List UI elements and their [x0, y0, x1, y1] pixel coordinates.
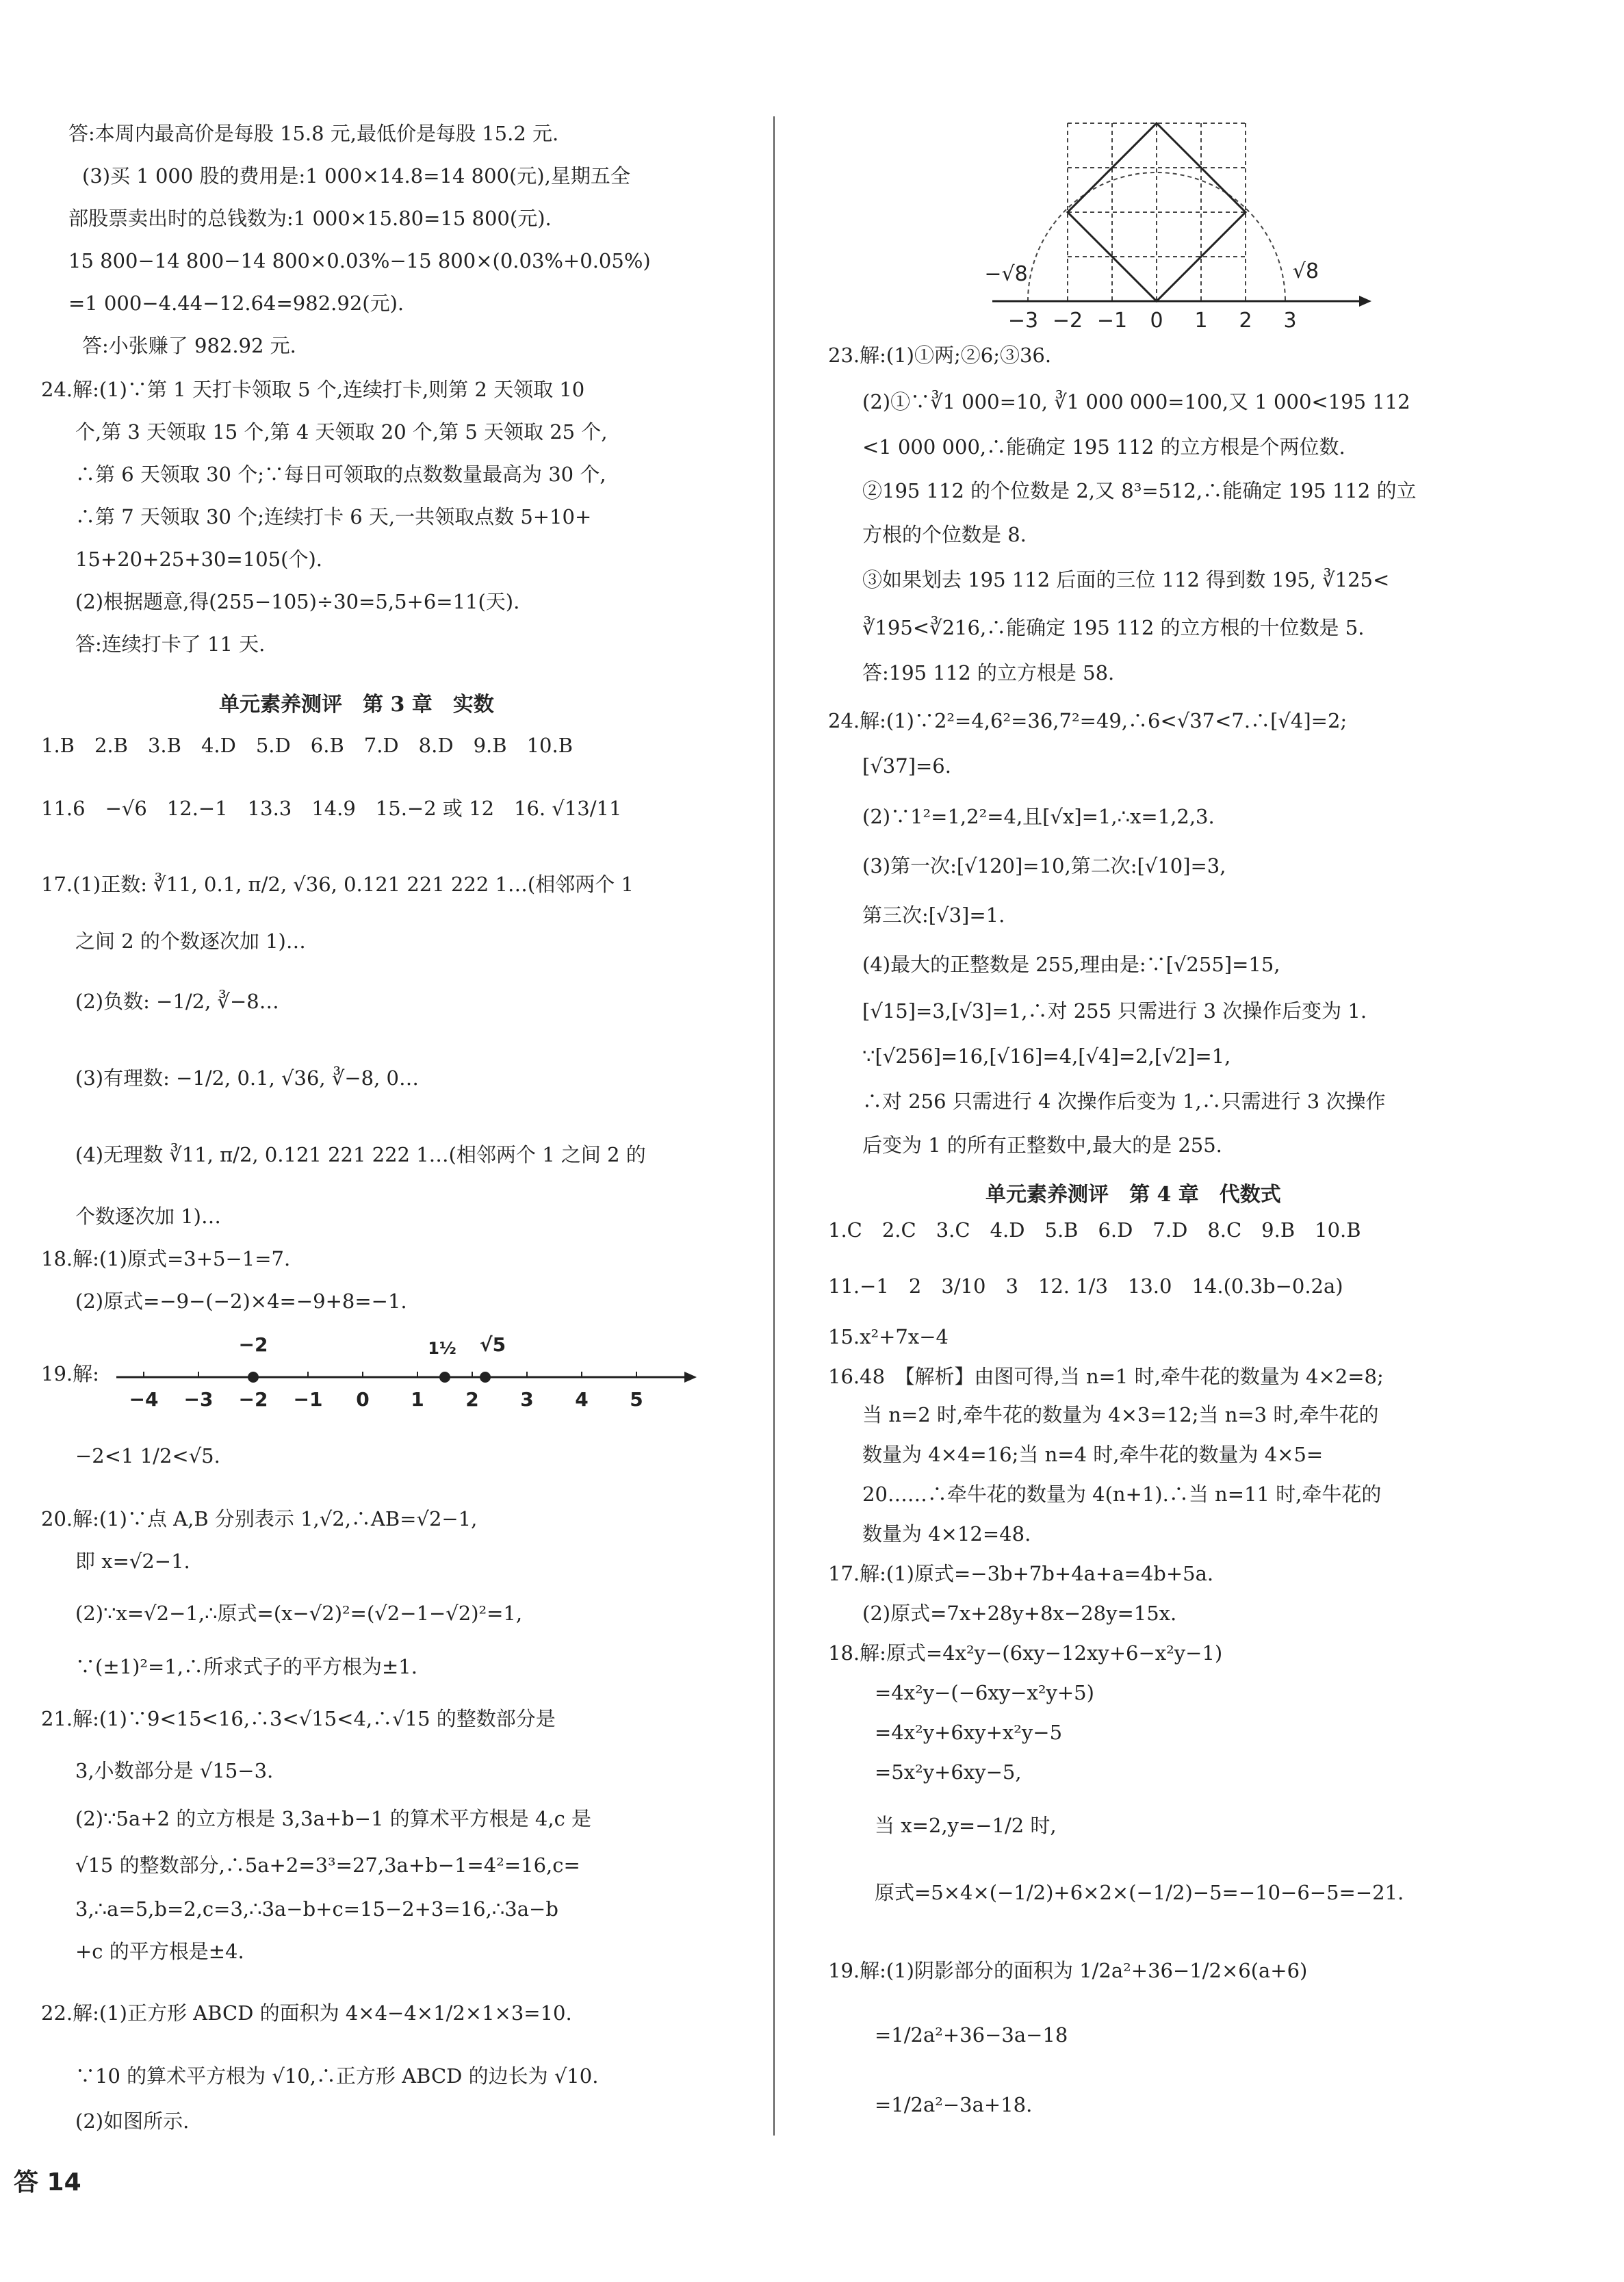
text-line: ∴对 256 只需进行 4 次操作后变为 1,∴只需进行 3 次操作	[862, 1090, 1386, 1113]
text-line: 17.解:(1)原式=−3b+7b+4a+a=4b+5a.	[828, 1562, 1214, 1585]
text-line: 20.解:(1)∵点 A,B 分别表示 1,√2,∴AB=√2−1,	[41, 1507, 478, 1530]
text-line: ∵10 的算术平方根为 √10,∴正方形 ABCD 的边长为 √10.	[75, 2064, 599, 2088]
text-line: 23.解:(1)①两;②6;③36.	[828, 344, 1052, 367]
text-line: 11.6 −√6 12.−1 13.3 14.9 15.−2 或 12 16. √13/11	[41, 797, 622, 820]
text-line: ③如果划去 195 112 后面的三位 112 得到数 195, ∛125<	[862, 568, 1390, 591]
text-line: 15+20+25+30=105(个).	[75, 548, 322, 571]
text-line: 当 x=2,y=−1/2 时,	[875, 1814, 1057, 1837]
text-line: 17.(1)正数: ∛11, 0.1, π/2, √36, 0.121 221 222 1…(相邻两个 1	[41, 873, 634, 896]
text-line: (2)如图所示.	[75, 2110, 190, 2133]
text-line: 1.C 2.C 3.C 4.D 5.B 6.D 7.D 8.C 9.B 10.B	[828, 1218, 1361, 1242]
text-line: (2)原式=−9−(−2)×4=−9+8=−1.	[75, 1290, 407, 1313]
text-line: ∴第 7 天领取 30 个;连续打卡 6 天,一共领取点数 5+10+	[75, 505, 592, 528]
text-line: 15 800−14 800−14 800×0.03%−15 800×(0.03%+0.05%)	[68, 249, 651, 272]
text-line: +c 的平方根是±4.	[75, 1940, 244, 1963]
text-line: 答:本周内最高价是每股 15.8 元,最低价是每股 15.2 元.	[68, 122, 559, 145]
text-line: 答:小张赚了 982.92 元.	[82, 334, 296, 357]
text-line: =1/2a²+36−3a−18	[875, 2023, 1068, 2047]
text-line: =1/2a²−3a+18.	[875, 2093, 1033, 2116]
text-line: 24.解:(1)∵2²=4,6²=36,7²=49,∴6<√37<7.∴[√4]=2;	[828, 709, 1348, 732]
text-line: =4x²y−(−6xy−x²y+5)	[875, 1681, 1094, 1704]
text-line: 19.解:(1)阴影部分的面积为 1/2a²+36−1/2×6(a+6)	[828, 1959, 1308, 1982]
text-line: 即 x=√2−1.	[75, 1550, 190, 1573]
tick-label: 1	[1194, 309, 1208, 333]
section-heading: 单元素养测评 第 3 章 实数	[219, 693, 494, 717]
text-line: ∴第 6 天领取 30 个;∵每日可领取的点数数量最高为 30 个,	[75, 463, 606, 486]
text-line: =5x²y+6xy−5,	[875, 1760, 1022, 1784]
point-label: √5	[479, 1333, 506, 1356]
text-line: 24.解:(1)∵第 1 天打卡领取 5 个,连续打卡,则第 2 天领取 10	[41, 378, 585, 401]
tick-label: 1	[411, 1388, 424, 1410]
text-line: (4)最大的正整数是 255,理由是:∵[√255]=15,	[862, 953, 1280, 976]
text-line: (2)①∵∛1 000=10, ∛1 000 000=100,又 1 000<195 112	[862, 390, 1410, 413]
tick-label: −4	[129, 1388, 159, 1410]
section-heading: 单元素养测评 第 4 章 代数式	[985, 1183, 1281, 1207]
point-neg2	[248, 1372, 259, 1383]
tick-label: 3	[520, 1388, 534, 1410]
figure-22-grid	[979, 116, 1376, 335]
text-line: (2)负数: −1/2, ∛−8…	[75, 990, 279, 1013]
text-line: (3)买 1 000 股的费用是:1 000×14.8=14 800(元),星期五全	[82, 164, 630, 188]
tick-label: 5	[630, 1388, 643, 1410]
page-number: 答 14	[14, 2168, 81, 2196]
text-line: (3)第一次:[√120]=10,第二次:[√10]=3,	[862, 854, 1226, 877]
text-line: 16.48 【解析】由图可得,当 n=1 时,牵牛花的数量为 4×2=8;	[828, 1365, 1384, 1388]
text-line: 方根的个位数是 8.	[862, 523, 1027, 546]
text-line: 15.x²+7x−4	[828, 1325, 949, 1348]
text-line: 20……∴牵牛花的数量为 4(n+1).∴当 n=11 时,牵牛花的	[862, 1483, 1382, 1506]
text-line: 11.−1 2 3/10 3 12. 1/3 13.0 14.(0.3b−0.2a)	[828, 1274, 1343, 1298]
point-label: −√8	[984, 262, 1028, 286]
text-line: ②195 112 的个位数是 2,又 8³=512,∴能确定 195 112 的立	[862, 479, 1417, 502]
text-line: 答:连续打卡了 11 天.	[75, 632, 266, 656]
text-line: (2)∵5a+2 的立方根是 3,3a+b−1 的算术平方根是 4,c 是	[75, 1807, 592, 1830]
text-line: <1 000 000,∴能确定 195 112 的立方根是个两位数.	[862, 435, 1345, 459]
text-line: √15 的整数部分,∴5a+2=3³=27,3a+b−1=4²=16,c=	[75, 1854, 580, 1877]
text-line: (2)原式=7x+28y+8x−28y=15x.	[862, 1602, 1177, 1625]
text-line: 21.解:(1)∵9<15<16,∴3<√15<4,∴√15 的整数部分是	[41, 1707, 556, 1730]
text-line: ∵[√256]=16,[√16]=4,[√4]=2,[√2]=1,	[862, 1044, 1231, 1068]
text-line: 22.解:(1)正方形 ABCD 的面积为 4×4−4×1/2×1×3=10.	[41, 2001, 572, 2025]
tick-label: 3	[1283, 309, 1297, 333]
tick-label: 2	[1239, 309, 1252, 333]
tick-label: −2	[238, 1388, 268, 1410]
text-line: (2)∵x=√2−1,∴原式=(x−√2)²=(√2−1−√2)²=1,	[75, 1602, 523, 1625]
tick-label: 4	[575, 1388, 589, 1410]
text-line: 18.解:(1)原式=3+5−1=7.	[41, 1247, 291, 1270]
text-line: ∵(±1)²=1,∴所求式子的平方根为±1.	[75, 1655, 417, 1678]
text-line: [√37]=6.	[862, 754, 951, 778]
text-line: 数量为 4×12=48.	[862, 1522, 1031, 1546]
text-line: ∛195<∛216,∴能确定 195 112 的立方根的十位数是 5.	[862, 616, 1365, 639]
text-line: 之间 2 的个数逐次加 1)…	[75, 930, 306, 953]
text-line: (3)有理数: −1/2, 0.1, √36, ∛−8, 0…	[75, 1066, 419, 1090]
tick-label: −3	[183, 1388, 214, 1410]
text-line: 3,小数部分是 √15−3.	[75, 1759, 274, 1782]
text-line: 数量为 4×4=16;当 n=4 时,牵牛花的数量为 4×5=	[862, 1443, 1324, 1466]
text-line: =1 000−4.44−12.64=982.92(元).	[68, 292, 404, 315]
text-line: 后变为 1 的所有正整数中,最大的是 255.	[862, 1133, 1222, 1157]
point-label: −2	[238, 1333, 268, 1356]
text-line: (2)∵1²=1,2²=4,且[√x]=1,∴x=1,2,3.	[862, 805, 1215, 828]
tick-label: 2	[465, 1388, 479, 1410]
text-line: 部股票卖出时的总钱数为:1 000×15.80=15 800(元).	[68, 207, 552, 230]
point-label: √8	[1292, 259, 1319, 283]
text-line: 第三次:[√3]=1.	[862, 903, 1005, 927]
text-line: −2<1 1/2<√5.	[75, 1444, 220, 1467]
tick-label: −3	[1007, 309, 1039, 333]
number-line-19	[109, 1328, 698, 1410]
tick-label: −2	[1052, 309, 1083, 333]
text-line: =4x²y+6xy+x²y−5	[875, 1721, 1063, 1744]
text-line: 3,∴a=5,b=2,c=3,∴3a−b+c=15−2+3=16,∴3a−b	[75, 1897, 558, 1921]
tick-label: 0	[356, 1388, 370, 1410]
text-line: 个数逐次加 1)…	[75, 1205, 221, 1228]
point-sqrt5	[480, 1372, 491, 1383]
text-line: 原式=5×4×(−1/2)+6×2×(−1/2)−5=−10−6−5=−21.	[875, 1881, 1404, 1904]
tick-label: −1	[293, 1388, 323, 1410]
point-one-half	[439, 1372, 450, 1383]
text-line: 19.解:	[41, 1362, 99, 1385]
text-line: [√15]=3,[√3]=1,∴对 255 只需进行 3 次操作后变为 1.	[862, 999, 1367, 1023]
text-line: 答:195 112 的立方根是 58.	[862, 661, 1115, 684]
text-line: 18.解:原式=4x²y−(6xy−12xy+6−x²y−1)	[828, 1641, 1223, 1665]
text-line: 个,第 3 天领取 15 个,第 4 天领取 20 个,第 5 天领取 25 个,	[75, 420, 608, 444]
text-line: (2)根据题意,得(255−105)÷30=5,5+6=11(天).	[75, 590, 520, 613]
text-line: 1.B 2.B 3.B 4.D 5.D 6.B 7.D 8.D 9.B 10.B	[41, 734, 573, 757]
text-line: 当 n=2 时,牵牛花的数量为 4×3=12;当 n=3 时,牵牛花的	[862, 1403, 1379, 1426]
text-line: (4)无理数 ∛11, π/2, 0.121 221 222 1…(相邻两个 1 之间 2 的	[75, 1143, 646, 1166]
column-divider	[773, 116, 775, 2136]
tick-label: 0	[1150, 309, 1163, 333]
tick-label: −1	[1096, 309, 1128, 333]
point-label: 1½	[428, 1339, 456, 1358]
